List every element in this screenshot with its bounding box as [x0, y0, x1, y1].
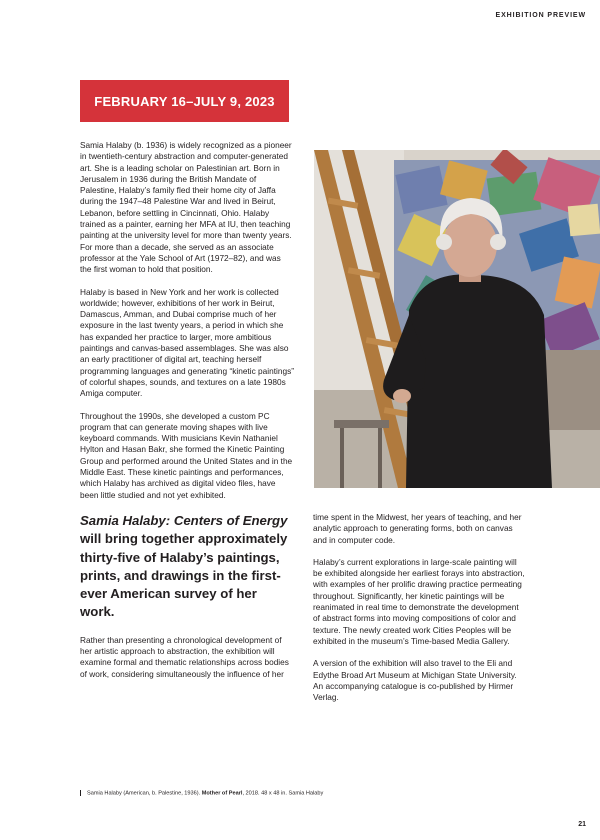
article-right-column — [313, 512, 525, 714]
section-label: EXHIBITION PREVIEW — [495, 12, 586, 19]
caption-rule — [80, 790, 81, 796]
paragraph-kinetic: Throughout the 1990s, she developed a custom PC program that can generate moving shapes with live keyboard commands. With musicians Kevin Nathaniel Hylton and Hasan Bakr, she formed the Kinetic Painting Group and performed around the United States and in the Middle East. These kinetic paintings and performances, which Halaby has archived as digital video files, have been little studied and not yet exhibited. — [80, 410, 293, 500]
exhibition-dates: FEBRUARY 16–JULY 9, 2023 — [94, 93, 275, 109]
paragraph-tour: A version of the exhibition will also travel to the Eli and Edythe Broad Art Museum at Michigan State University. An accompanying catalogue is co-published by Hirmer Verlag. — [313, 658, 517, 703]
paragraph-career: Halaby is based in New York and her work is collected worldwide; however, exhibitions of her work in Beirut, Damascus, Amman, and Dubai comprise much of her exposure in the last twenty years, a period in which she has expanded her practice to larger, more ambitious paintings and canvas-based assemblages. She was also an early practitioner of digital art, teaching herself programming languages and generating “kinetic paintings” of colorful shapes, sounds, and textures on a late 1980s Amiga computer. — [80, 286, 295, 399]
caption-prefix: Samia Halaby (American, b. Palestine, 1936). — [87, 790, 202, 797]
pull-quote — [80, 512, 294, 622]
page-number: 21 — [578, 821, 586, 828]
artist-photo — [314, 150, 600, 488]
caption-suffix: , 2018. 48 x 48 in. Samia Halaby — [242, 790, 324, 797]
image-caption — [80, 790, 500, 796]
caption-title: Mother of Pearl — [201, 790, 243, 797]
pull-quote-title: Samia Halaby: Centers of Energy — [80, 512, 288, 528]
paragraph-continued: time spent in the Midwest, her years of teaching, and her analytic approach to generating forms, both on canvas and in computer code. — [313, 512, 522, 545]
paragraph-bio: Samia Halaby (b. 1936) is widely recognized as a pioneer in twentieth-century abstraction and computer-generated art. She is a leading scholar on Palestinian art. Born in Jerusalem in 1936 during the British Mandate of Palestine, Halaby’s family fled their home city of Jaffa during the 1947–48 Palestine War and lived in Beirut, Lebanon, before settling in Cincinnati, Ohio. Halaby trained as a painter, earning her MFA at IU, then teaching painting at the university level for more than twenty years. For more than a decade, she served as an associate professor at the Yale School of Art (1972–82), and was the first woman to hold that position. — [80, 140, 292, 275]
article-left-column — [80, 140, 294, 691]
pull-quote-text: will bring together approximately thirty-five of Halaby’s paintings, prints, and drawings in the first-ever American survey of her work. — [80, 531, 288, 620]
paragraph-exhibition: Rather than presenting a chronological development of her artistic approach to abstraction, the exhibition will examine formal and thematic relationships across bodies of work, considering simultaneously the influence of her — [80, 634, 289, 679]
exhibition-dates-banner — [80, 80, 289, 122]
paragraph-current-work: Halaby’s current explorations in large-scale painting will be exhibited alongside her earliest forays into abstraction, with examples of her prolific drawing practice permeating throughout. Significantly, her kinetic paintings will be reanimated in real time to demonstrate the development of abstract forms into moving compositions of color and texture. The newly created work Cities Peoples will be exhibited in the museum’s Time-based Media Gallery. — [313, 556, 525, 646]
